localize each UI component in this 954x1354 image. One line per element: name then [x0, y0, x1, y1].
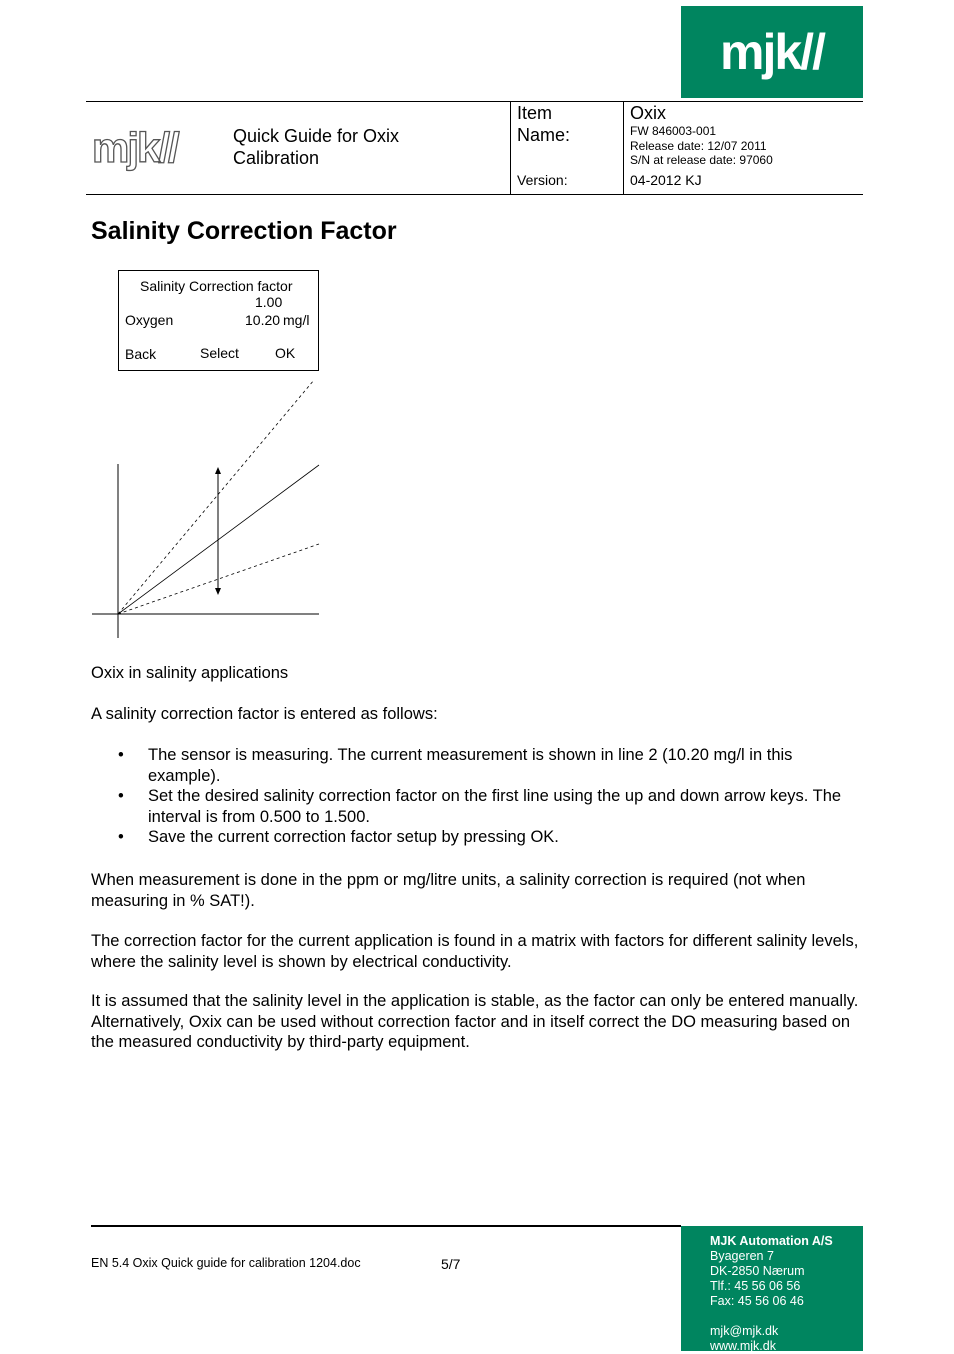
item-name-value: Oxix	[630, 103, 666, 123]
intro-paragraph: A salinity correction factor is entered as follows:	[91, 705, 438, 723]
header-divider-2	[623, 101, 624, 195]
firmware-info: FW 846003-001 Release date: 12/07 2011 S/N at release date: 97060	[630, 124, 773, 167]
figure-caption: Oxix in salinity applications	[91, 664, 289, 682]
paragraph-matrix: The correction factor for the current application is found in a matrix with factors for different salinity levels, where the salinity level is shown by electrical conductivity.	[91, 932, 859, 971]
diagram-line-high	[118, 380, 314, 614]
item-name-label: Item Name:	[517, 103, 571, 145]
brand-logo-text: mjk//	[720, 24, 824, 80]
section-title: Salinity Correction Factor	[91, 217, 397, 245]
brand-logo	[681, 6, 863, 98]
softkey-ok[interactable]: OK	[275, 345, 296, 361]
diagram-arrow-up	[215, 467, 221, 474]
fax-number: Fax: 45 56 06 46	[710, 1294, 804, 1308]
display-factor: 1.00	[255, 294, 283, 310]
display-parameter: Oxygen	[125, 312, 174, 328]
footer-rule	[91, 1225, 681, 1227]
header-logo: mjk//	[92, 124, 178, 171]
page-number: 5/7	[441, 1256, 461, 1272]
address-city: DK-2850 Nærum	[710, 1264, 805, 1278]
instruction-list	[91, 745, 866, 848]
address-street: Byageren 7	[710, 1249, 774, 1263]
softkey-select[interactable]: Select	[200, 345, 239, 361]
list-item: • The sensor is measuring. The current measurement is shown in line 2 (10.20 mg/l in this example).	[118, 746, 793, 785]
version-value: 04-2012 KJ	[630, 172, 702, 188]
website-link[interactable]: www.mjk.dk	[710, 1339, 776, 1353]
display-reading: 10.20	[245, 312, 281, 328]
display-unit: mg/l	[283, 312, 310, 328]
footer-document-name: EN 5.4 Oxix Quick guide for calibration 1204.doc	[91, 1256, 361, 1270]
email-link[interactable]: mjk@mjk.dk	[710, 1324, 779, 1338]
phone-number: Tlf.: 45 56 06 56	[710, 1279, 801, 1293]
header-bottom-rule	[86, 194, 863, 195]
document-title: Quick Guide for Oxix Calibration	[233, 126, 400, 168]
diagram-arrow-down	[215, 588, 221, 595]
display-title: Salinity Correction factor	[140, 278, 293, 294]
list-item: • Set the desired salinity correction factor on the first line using the up and down arrow keys. The interval is from 0.500 to 1.500.	[118, 787, 842, 826]
device-display	[118, 270, 319, 371]
header-divider	[510, 101, 511, 195]
company-address-box	[681, 1226, 863, 1351]
company-name: MJK Automation A/S	[710, 1234, 833, 1248]
header-top-rule	[86, 101, 863, 102]
softkey-back[interactable]: Back	[125, 346, 157, 362]
version-label: Version:	[517, 172, 568, 188]
list-item: • Save the current correction factor setup by pressing OK.	[118, 828, 559, 846]
salinity-diagram	[88, 376, 322, 642]
paragraph-units: When measurement is done in the ppm or mg/litre units, a salinity correction is required (not when measuring in % SAT!).	[91, 871, 806, 910]
paragraph-stability: It is assumed that the salinity level in the application is stable, as the factor can only be entered manually. Alternatively, Oxix can be used without correction factor and in itself correct the DO measuring based on the measured conductivity by third-party equipment.	[91, 992, 859, 1051]
